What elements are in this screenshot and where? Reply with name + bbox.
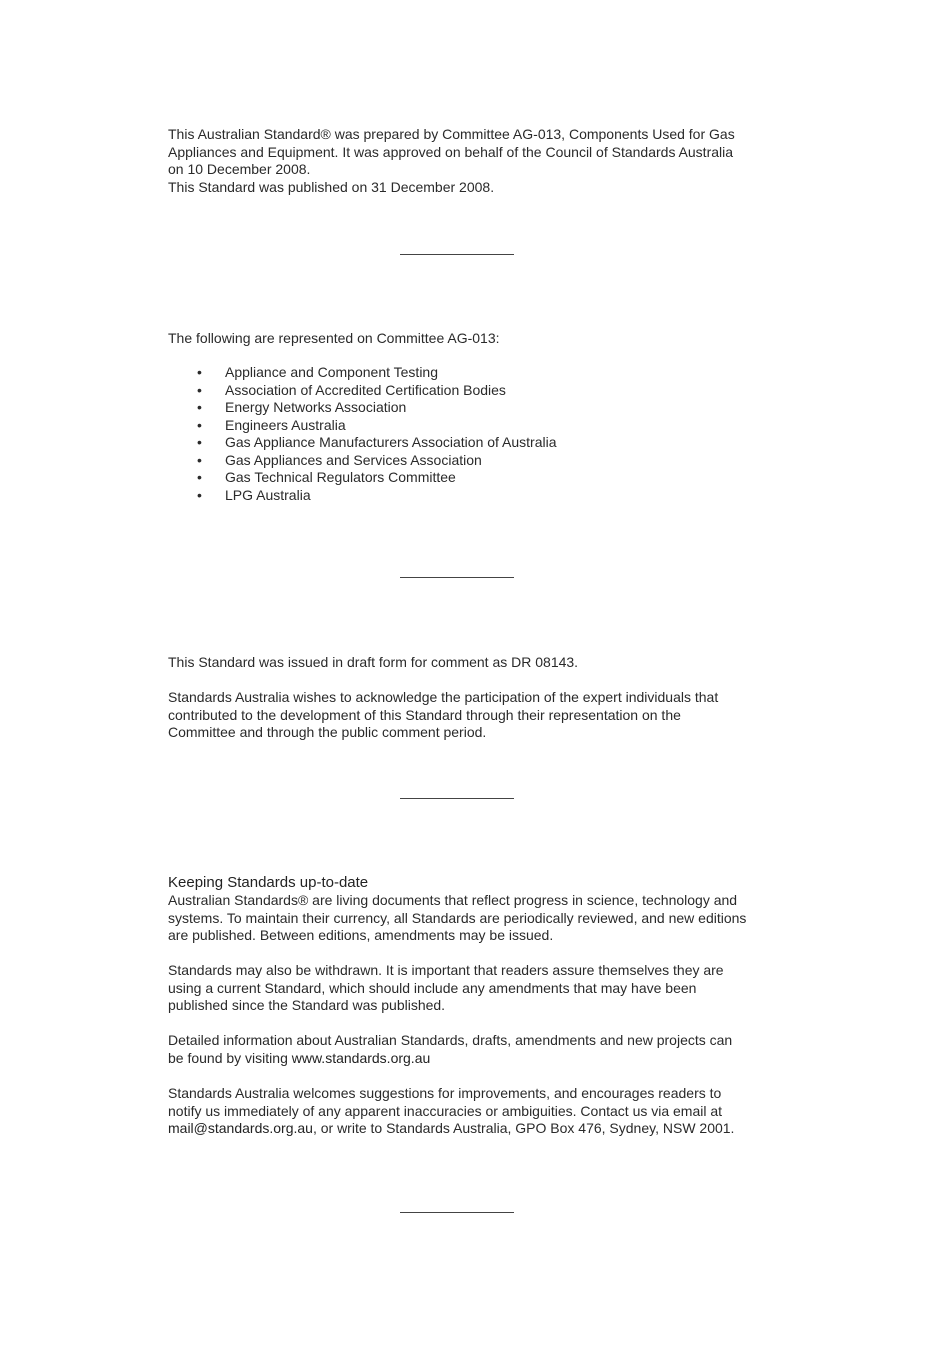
list-item (168, 487, 557, 505)
detailed-line-2-prefix: be found by visiting (168, 1049, 292, 1066)
approval-line-3: on 10 December 2008. (168, 161, 311, 177)
suggestions-line-2: notify us immediately of any apparent inaccuracies or ambiguities. Contact us via email at (168, 1102, 723, 1119)
withdrawn-line-1: Standards may also be withdrawn. It is important that readers assure themselves they are (168, 962, 724, 978)
suggestions-line-1: Standards Australia welcomes suggestions for improvements, and encourages readers to (168, 1085, 722, 1101)
detailed-line-1: Detailed information about Australian Standards, drafts, amendments and new projects can (168, 1032, 733, 1048)
member-name: Appliance and Component Testing (225, 364, 439, 380)
approval-statement (168, 126, 768, 196)
committee-intro (168, 330, 768, 348)
keeping-line-1: Australian Standards® are living documents that reflect progress in science, technology and (168, 892, 738, 908)
publication-date-line: This Standard was published on 31 December 2008. (168, 178, 495, 195)
keeping-line-3: are published. Between editions, amendments may be issued. (168, 927, 554, 943)
withdrawn-paragraph (168, 962, 768, 1015)
member-name: Engineers Australia (225, 416, 346, 433)
draft-text: This Standard was issued in draft form for comment as DR 08143. (168, 654, 579, 670)
acknowledgement-paragraph (168, 689, 768, 742)
section-divider-1 (400, 254, 514, 255)
approval-line-2: Appliances and Equipment. It was approved on behalf of the Council of Standards Australia (168, 143, 734, 160)
list-item (168, 417, 557, 435)
draft-statement (168, 654, 768, 672)
member-name: Association of Accredited Certification Bodies (225, 381, 506, 398)
detailed-info-paragraph (168, 1032, 768, 1067)
member-name: Gas Appliances and Services Association (225, 451, 482, 468)
bullet-icon: • (197, 486, 202, 503)
section-divider-3 (400, 798, 514, 799)
section-heading: Keeping Standards up-to-date (168, 874, 369, 891)
member-name: LPG Australia (225, 486, 311, 503)
acknowledge-line-1: Standards Australia wishes to acknowledge the participation of the expert individuals that (168, 689, 719, 705)
detailed-line-2 (168, 1050, 768, 1068)
list-item (168, 382, 557, 400)
bullet-icon: • (197, 469, 202, 485)
committee-intro-text: The following are represented on Committee AG-013: (168, 330, 500, 346)
member-name: Energy Networks Association (225, 399, 407, 415)
section-divider-2 (400, 577, 514, 578)
bullet-icon: • (197, 399, 202, 415)
member-name: Gas Appliance Manufacturers Association of Australia (225, 434, 557, 450)
suggestions-line-3 (168, 1120, 768, 1138)
bullet-icon: • (197, 451, 202, 468)
keeping-line-2: systems. To maintain their currency, all Standards are periodically reviewed, and new editions (168, 909, 747, 926)
website-link[interactable]: www.standards.org.au (291, 1049, 431, 1066)
suggestions-paragraph (168, 1085, 768, 1138)
section-divider-4 (400, 1212, 514, 1213)
keeping-standards-section (168, 874, 768, 945)
bullet-icon: • (197, 434, 202, 450)
list-item (168, 399, 557, 417)
list-item (168, 434, 557, 452)
withdrawn-line-3: published since the Standard was published. (168, 997, 446, 1013)
list-item (168, 452, 557, 470)
bullet-icon: • (197, 416, 202, 433)
acknowledge-line-2: contributed to the development of this Standard through their representation on the (168, 706, 681, 723)
approval-line-1: This Australian Standard® was prepared by Committee AG-013, Components Used for Gas (168, 126, 735, 142)
member-name: Gas Technical Regulators Committee (225, 469, 456, 485)
list-item (168, 469, 557, 487)
acknowledge-line-3: Committee and through the public comment period. (168, 724, 487, 740)
bullet-icon: • (197, 381, 202, 398)
withdrawn-line-2: using a current Standard, which should include any amendments that may have been (168, 979, 697, 996)
list-item (168, 364, 557, 382)
committee-member-list (168, 364, 557, 504)
bullet-icon: • (197, 364, 202, 380)
email-link[interactable]: mail@standards.org.au (168, 1120, 313, 1136)
suggestions-line-3-suffix: , or write to Standards Australia, GPO Box 476, Sydney, NSW 2001. (312, 1120, 735, 1136)
